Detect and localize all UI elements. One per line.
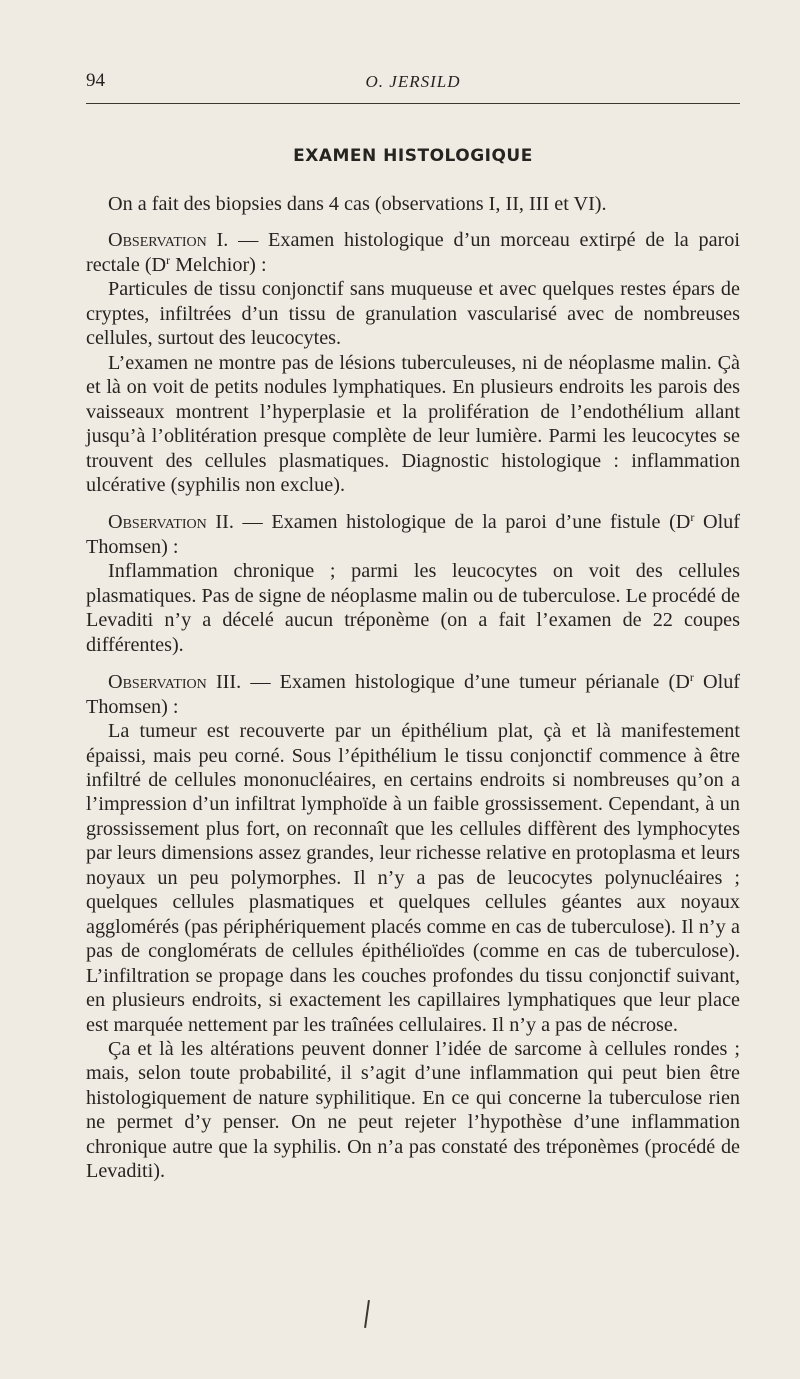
page-number: 94 [86,70,105,91]
observation-2-paragraph-1: Inflammation chronique ; parmi les leucocytes on voit des cellules plasmatiques. Pas de signe de néoplasme malin ou de tuberculose. Le procédé de Levaditi n’y a décelé aucun tréponème (on a fait l’examen de 22 coupes différentes). [86,560,740,656]
intro-paragraph: On a fait des biopsies dans 4 cas (observations I, II, III et VI). [108,193,607,215]
observation-doctor: Melchior) : [170,253,267,276]
observation-description: — Examen histologique d’une tumeur périanale (D [241,671,690,694]
doctor-title-superscript: r [690,510,695,525]
observation-2-heading [86,510,740,559]
observation-1-heading [86,228,740,277]
observation-number: II. [215,511,234,534]
running-head: O. JERSILD [365,72,461,91]
doctor-title-superscript: r [166,252,171,267]
observation-doctor: Oluf Thomsen) : [86,511,740,558]
header-rule [86,103,740,104]
observation-1-paragraph-2: L’examen ne montre pas de lésions tuberculeuses, ni de néoplasme malin. Çà et là on voit de petits nodules lymphatiques. En plusieurs endroits les parois des vaisseaux montrent l’hyperplasie et la prolifération de l’endothélium allant jusqu’à l’oblitération presque complète de leur lumière. Parmi les leucocytes se trouvent des cellules plasmatiques. Diagnostic histologique : inflammation ulcérative (syphilis non exclue). [86,351,740,496]
observation-description: — Examen histologique d’un morceau extirpé de la paroi rectale (D [86,229,740,276]
stray-pen-mark [364,1300,370,1328]
observation-doctor: Oluf Thomsen) : [86,671,741,718]
observation-1-paragraph-1: Particules de tissu conjonctif sans muqueuse et avec quelques restes épars de cryptes, infiltrées d’un tissu de granulation vascularisé avec de nombreuses cellules, surtout des leucocytes. [86,278,740,350]
page-header [86,70,740,98]
observation-3-paragraph-2: Ça et là les altérations peuvent donner l’idée de sarcome à cellules rondes ; mais, selon toute probabilité, il s’agit d’une inflammation qui peut bien être histologiquement de nature syphilitique. En ce qui concerne la tuberculose rien ne permet d’y penser. On ne peut rejeter l’hypothèse d’une inflammation chronique autre que la syphilis. On n’a pas constaté des tréponèmes (procédé de Levaditi). [86,1037,740,1183]
observation-label: Observation [108,671,207,694]
section-title: EXAMEN HISTOLOGIQUE [293,146,533,166]
observation-3-heading [86,670,740,719]
doctor-title-superscript: r [689,670,694,685]
observation-label: Observation [108,511,207,534]
body-text [86,192,740,1184]
observation-3-paragraph-1: La tumeur est recouverte par un épithélium plat, çà et là manifestement épaissi, mais peu corné. Sous l’épithélium le tissu conjonctif commence à être infiltré de cellules mononucléaires, en certains endroits si nombreuses qu’on a l’impression d’un infiltrat lymphoïde à un faible grossissement. Cependant, à un grossissement plus fort, on reconnaît que les cellules diffèrent des lymphocytes par leurs dimensions assez grandes, leur richesse relative en protoplasma et leurs noyaux un peu polymorphes. Il n’y a pas de leucocytes polynucléaires ; quelques cellules plasmatiques et quelques cellules géantes aux noyaux agglomérés (pas périphériquement placés comme en cas de tuberculose). Il n’y a pas de conglomérats de cellules épithélioïdes (comme en cas de tuberculose). L’infiltration se propage dans les couches profondes du tissu conjonctif suivant, en plusieurs endroits, si exactement les capillaires lymphatiques que leur place est marquée nettement par les traînées cellulaires. Il n’y a pas de nécrose. [86,720,740,1036]
observation-description: — Examen histologique de la paroi d’une fistule (D [233,511,691,534]
observation-number: I. [216,229,229,252]
observation-number: III. [215,671,242,694]
observation-label: Observation [108,229,207,252]
